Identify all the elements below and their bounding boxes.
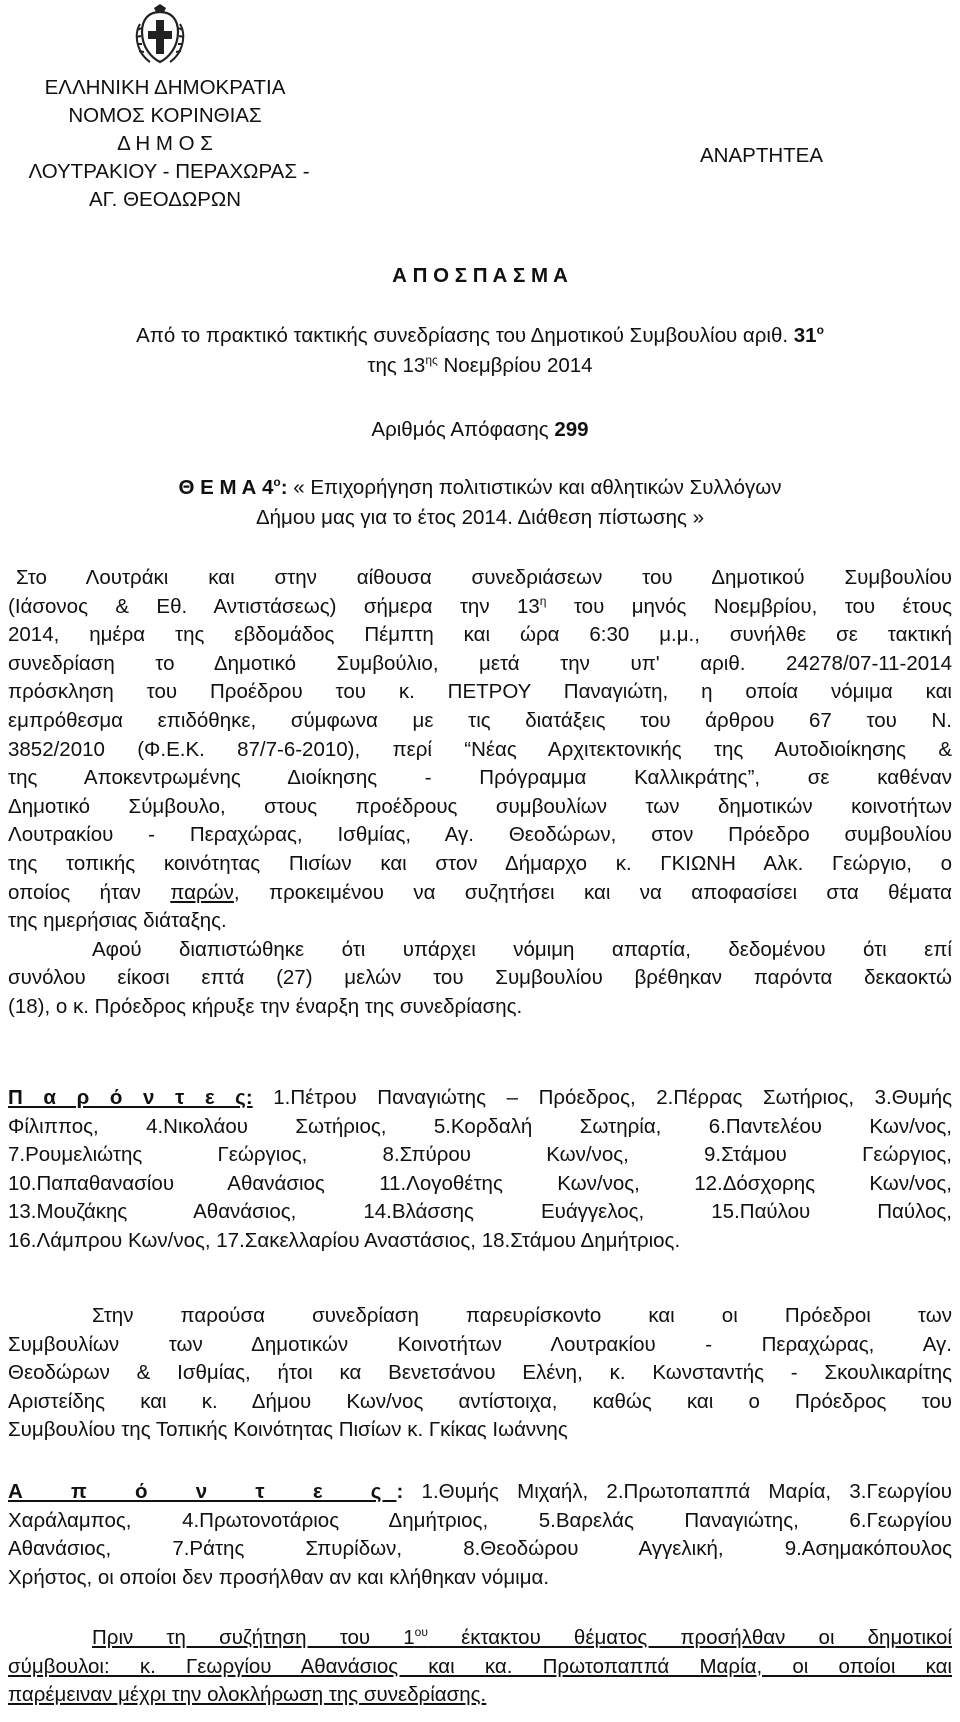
meeting-body: Στο Λουτράκι και στην αίθουσα συνεδριάσεων του Δημοτικού Συμβουλίου (Ιάσονος & Εθ. Αντιστάσεως) σήμερα την $13^\eta$ του μηνός Νοεμβρίου, του έτους 2014, ημέρα της εβδομάδος Πέμπτη και ώρα 6:30 μ.μ., συνήλθε σε τακτική συνεδρίαση το Δημοτικό Συμβούλιο, μετά την υπ' αριθ. 24278/07-11-2014 πρόσκληση του Προέδρου του κ. ΠΕΤΡΟΥ Παναγιώτη, η οποία νόμιμα και εμπρόθεσμα επιδόθηκε, σύμφωνα με τις διατάξεις του άρθρου 67 του Ν. 3852/2010 (Φ.Ε.Κ. 87/7-6-2010), περί “Νέας Αρχιτεκτονικής της Αυτοδιοίκησης & της Αποκεντρωμένης Διοίκησης - Πρόγραμμα Καλλικράτης”, σε καθέναν Δημοτικό Σύμβουλο, στους προέδρους συμβουλίων των δημοτικών κοινοτήτων Λουτρακίου - Περαχώρας, Ισθμίας, Αγ. Θεοδώρων, στον Πρόεδρο συμβουλίου της τοπικής κοινότητας Πισίων και στον Δήμαρχο κ. ΓΚΙΩΝΗ Αλκ. Γεώργιο, ο οποίος ήταν παρών, προκειμένου να συζητήσει και να αποφασίσει στα θέματα της ημερήσιας διάταξης. Αφού διαπιστώθηκε ότι υπάρχει νόμιμη απαρτία, δεδομένου ότι επί συνόλου είκοσι επτά (27) μελών του Συμβουλίου βρέθηκαν παρόντα δεκαοκτώ (18), ο κ. Πρόεδρος κήρυξε την έναρξη της συνεδρίασης. bbox=[8, 566, 952, 1018]
decision-number: Αριθμός Απόφασης 299 bbox=[371, 418, 589, 441]
minutes-reference: Από το πρακτικό τακτικής συνεδρίασης του Δημοτικού Συμβουλίου αριθ. $31^o$ bbox=[136, 323, 824, 347]
minutes-date: της $13^{\eta\varsigma}$ Νοεμβρίου 2014 bbox=[367, 353, 593, 377]
subject-line: Θ Ε Μ Α $4^o$: « Επιχορήγηση πολιτιστικών και αθλητικών Συλλόγων bbox=[178, 475, 782, 499]
header-municipality-name-2: ΑΓ. ΘΕΟΔΩΡΩΝ bbox=[88, 188, 242, 211]
header-country: ΕΛΛΗΝΙΚΗ ΔΗΜΟΚΡΑΤΙΑ bbox=[44, 76, 286, 99]
posting-label: ΑΝΑΡΤΗΤΕΑ bbox=[700, 144, 824, 167]
greek-coat-of-arms-icon bbox=[130, 4, 190, 68]
header-municipality-name: ΛΟΥΤΡΑΚΙΟΥ - ΠΕΡΑΧΩΡΑΣ - bbox=[28, 160, 310, 183]
present-members: Π α ρ ό ν τ ε ς: 1.Πέτρου Παναγιώτης – Πρόεδρος, 2.Πέρρας Σωτήριος, 3.Θυμής Φίλιππος, 4.Νικολάου Σωτήριος, 5.Κορδαλή Σωτηρία, 6.Παντελέου Κων/νος, 7.Ρουμελιώτης Γεώργιος, 8.Σπύρου Κων/νος, 9.Στάμου Γεώργιος, 10.Παπαθανασίου Αθανάσιος 11.Λογοθέτης Κων/νος, 12.Δόσχορης Κων/νος, 13.Μουζάκης Αθανάσιος, 14.Βλάσσης Ευάγγελος, 15.Παύλου Παύλος, 16.Λάμπρου Κων/νος, 17.Σακελλαρίου Αναστάσιος, 18.Στάμου Δημήτριος. bbox=[8, 1086, 952, 1252]
absent-members: Α π ό ν τ ε ς: 1.Θυμής Μιχαήλ, 2.Πρωτοπαππά Μαρία, 3.Γεωργίου Χαράλαμπος, 4.Πρωτονοτάριος Δημήτριος, 5.Βαρελάς Παναγιώτης, 6.Γεωργίου Αθανάσιος, 7.Ράτης Σπυρίδων, 8.Θεοδώρου Αγγελική, 9.Ασημακόπουλος Χρήστος, οι οποίοι δεν προσήλθαν αν και κλήθηκαν νόμιμα. bbox=[8, 1480, 952, 1589]
document-title: Α Π Ο Σ Π Α Σ Μ Α bbox=[392, 264, 568, 287]
present-label: Π α ρ ό ν τ ε ς: bbox=[8, 1086, 253, 1109]
community-presidents: Στην παρούσα συνεδρίαση παρευρίσκονto και οι Πρόεδροι των Συμβουλίων των Δημοτικών Κοινοτήτων Λουτρακίου - Περαχώρας, Αγ. Θεοδώρων & Ισθμίας, ήτοι κα Βενετσάνου Ελένη, κ. Κωνσταντής - Σκουλικαρίτης Αριστείδης και κ. Δήμου Κων/νος αντίστοιχα, καθώς και ο Πρόεδρος του Συμβουλίου της Τοπικής Κοινότητας Πισίων κ. Γκίκας Ιωάννης bbox=[8, 1304, 952, 1442]
absent-label: Α π ό ν τ ε ς bbox=[8, 1480, 397, 1503]
subject-line-2: Δήμου μας για το έτος 2014. Διάθεση πίστωσης » bbox=[255, 506, 705, 529]
header-municipality-label: Δ Η Μ Ο Σ bbox=[117, 132, 213, 155]
late-arrivals-note: Πριν τη συζήτηση του $1^{o\upsilon}$ έκτακτου θέματος προσήλθαν οι δημοτικοί σύμβουλοι: κ. Γεωργίου Αθανάσιος και κα. Πρωτοπαππά Μαρία, οι οποίοι και παρέμειναν μέχρι την ολοκλήρωση της συνεδρίασης. bbox=[8, 1625, 952, 1707]
header-prefecture: ΝΟΜΟΣ ΚΟΡΙΝΘΙΑΣ bbox=[68, 104, 262, 127]
